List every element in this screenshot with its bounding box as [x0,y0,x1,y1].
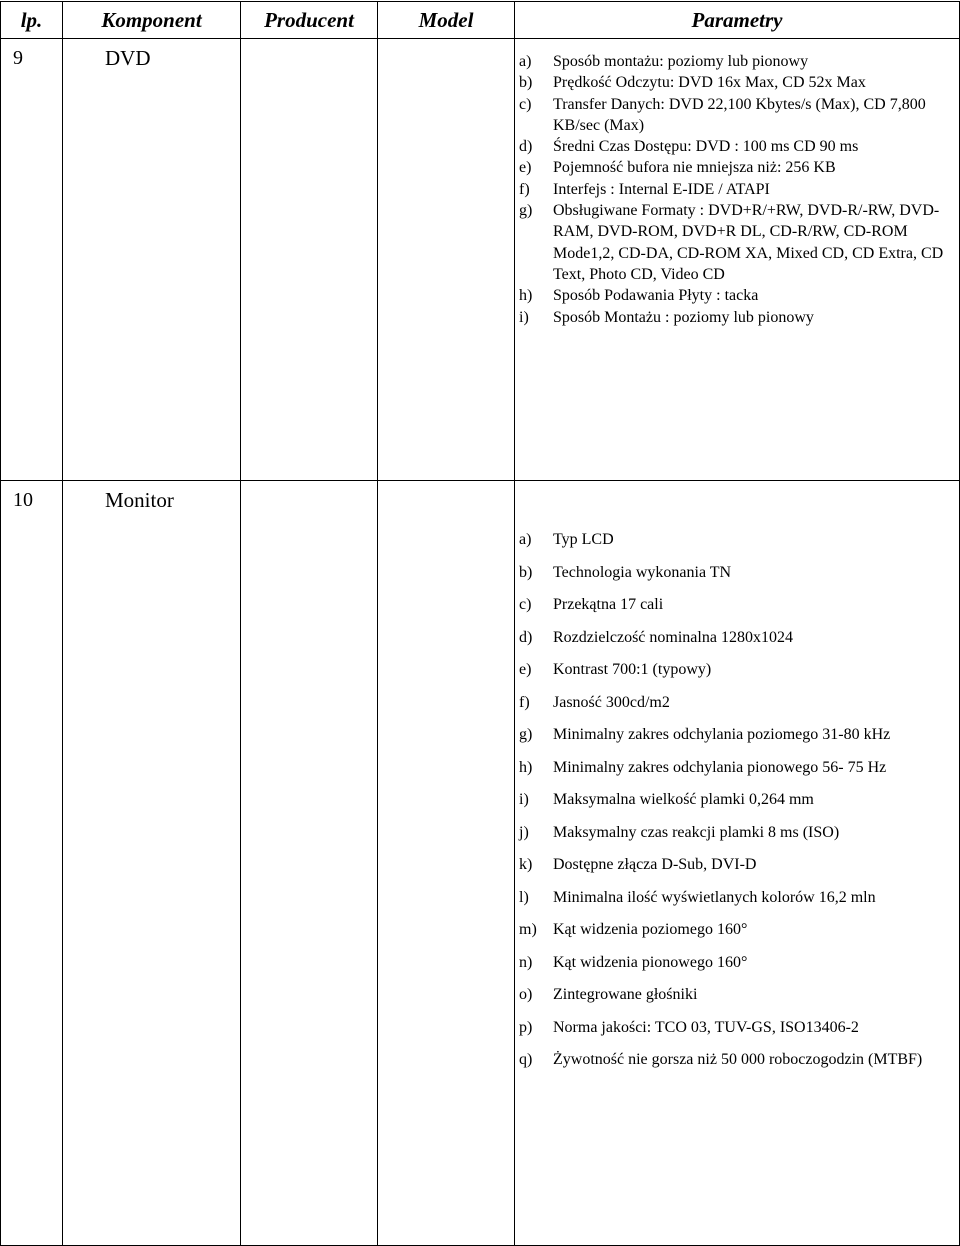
parameter-text: Sposób montażu: poziomy lub pionowy [553,53,809,70]
parameter-item [515,1017,959,1039]
parameter-item [515,887,959,909]
header-producent: Producent [241,2,378,39]
parameters-cell [515,481,960,1246]
header-komponent: Komponent [63,2,241,39]
parameter-text: Typ LCD [553,531,614,548]
parameter-text: Dostępne złącza D-Sub, DVI-D [553,856,757,873]
parameter-text: Minimalny zakres odchylania pionowego 56- 75 Hz [553,758,887,776]
parameter-text: Technologia wykonania TN [553,563,732,581]
parameter-letter: i) [519,308,529,326]
parameter-text: Sposób Podawania Płyty : tacka [553,287,759,305]
parameter-letter: l) [519,888,529,906]
parameter-item [515,822,959,844]
parameter-letter: h) [519,287,533,305]
parameter-item [515,285,959,306]
parameter-text: Jasność 300cd/m2 [553,693,670,711]
parameter-letter: i) [519,791,529,808]
parameter-letter: q) [519,1051,533,1068]
parameter-letter: g) [519,726,533,743]
parameter-item [515,724,959,746]
header-lp: lp. [1,2,63,39]
parameter-item [515,789,959,811]
parameter-text: Pojemność bufora nie mniejsza niż: 256 KB [553,159,836,177]
parameter-item [515,529,959,551]
parameter-letter: g) [519,202,533,220]
parameters-list [515,481,959,1071]
parameter-text: Obsługiwane Formaty : DVD+R/+RW, DVD-R/-RW, DVD-RAM, DVD-ROM, DVD+R DL, CD-R/RW, CD-ROM Mode1,2, CD-DA, CD-ROM XA, Mixed CD, CD Extra, CD Text, Photo CD, Video CD [553,202,944,283]
parameter-letter: p) [519,1018,533,1036]
parameter-text: Żywotność nie gorsza niż 50 000 roboczogodzin (MTBF) [553,1051,923,1068]
parameter-item [515,919,959,941]
parameter-text: Minimalna ilość wyświetlanych kolorów 16,2 mln [553,888,876,906]
parameter-text: Prędkość Odczytu: DVD 16x Max, CD 52x Max [553,74,866,92]
header-model: Model [378,2,515,39]
parameter-item [515,1049,959,1071]
parameter-text: Minimalny zakres odchylania poziomego 31-80 kHz [553,726,891,743]
header-parametry: Parametry [515,2,960,39]
parameter-letter: e) [519,159,532,177]
model-cell [378,481,515,1246]
parameter-item [515,854,959,876]
component-name: Monitor [63,481,241,1246]
parameter-letter: m) [519,921,537,938]
parameter-text: Kontrast 700:1 (typowy) [553,661,712,678]
parameters-list [515,39,959,328]
parameter-letter: h) [519,758,533,776]
parameter-item [515,307,959,328]
parameter-letter: f) [519,693,530,711]
producer-cell [241,39,378,481]
parameter-item [515,952,959,974]
parameter-text: Kąt widzenia poziomego 160° [553,921,748,938]
parameter-letter: e) [519,661,532,678]
parameter-item [515,200,959,285]
row-number: 9 [1,39,63,481]
model-cell [378,39,515,481]
row-number: 10 [1,481,63,1246]
parameter-text: Transfer Danych: DVD 22,100 Kbytes/s (Max), CD 7,800 KB/sec (Max) [553,95,926,134]
parameter-item [515,659,959,681]
parameter-item [515,94,959,137]
parameter-item [515,627,959,649]
parameter-letter: b) [519,74,533,92]
parameter-text: Norma jakości: TCO 03, TUV-GS, ISO13406-2 [553,1018,859,1036]
parameter-item [515,157,959,178]
parameter-text: Przekątna 17 cali [553,596,664,613]
parameter-letter: n) [519,953,533,971]
specification-table [0,1,960,1246]
parameter-item [515,562,959,584]
parameter-text: Rozdzielczość nominalna 1280x1024 [553,628,793,646]
parameter-letter: d) [519,628,533,646]
parameter-text: Maksymalny czas reakcji plamki 8 ms (ISO) [553,823,840,841]
parameter-letter: c) [519,596,532,613]
parameter-text: Średni Czas Dostępu: DVD : 100 ms CD 90 ms [553,138,859,156]
parameter-item [515,136,959,157]
parameter-text: Zintegrowane głośniki [553,986,698,1003]
parameter-text: Maksymalna wielkość plamki 0,264 mm [553,791,814,808]
parameter-letter: o) [519,986,533,1003]
parameter-letter: a) [519,531,532,548]
parameter-item [515,179,959,200]
table-row [1,481,960,1246]
table-header-row [1,2,960,39]
parameters-cell [515,39,960,481]
parameter-item [515,51,959,72]
parameter-item [515,692,959,714]
table-row [1,39,960,481]
parameter-text: Kąt widzenia pionowego 160° [553,953,748,971]
producer-cell [241,481,378,1246]
parameter-letter: c) [519,95,532,113]
parameter-letter: j) [519,823,529,841]
parameter-letter: k) [519,856,533,873]
component-name: DVD [63,39,241,481]
parameter-text: Interfejs : Internal E-IDE / ATAPI [553,180,770,198]
parameter-letter: a) [519,53,532,70]
parameter-letter: b) [519,563,533,581]
parameter-text: Sposób Montażu : poziomy lub pionowy [553,308,814,326]
parameter-letter: f) [519,180,530,198]
parameter-letter: d) [519,138,533,156]
parameter-item [515,984,959,1006]
parameter-item [515,757,959,779]
parameter-item [515,72,959,93]
parameter-item [515,594,959,616]
